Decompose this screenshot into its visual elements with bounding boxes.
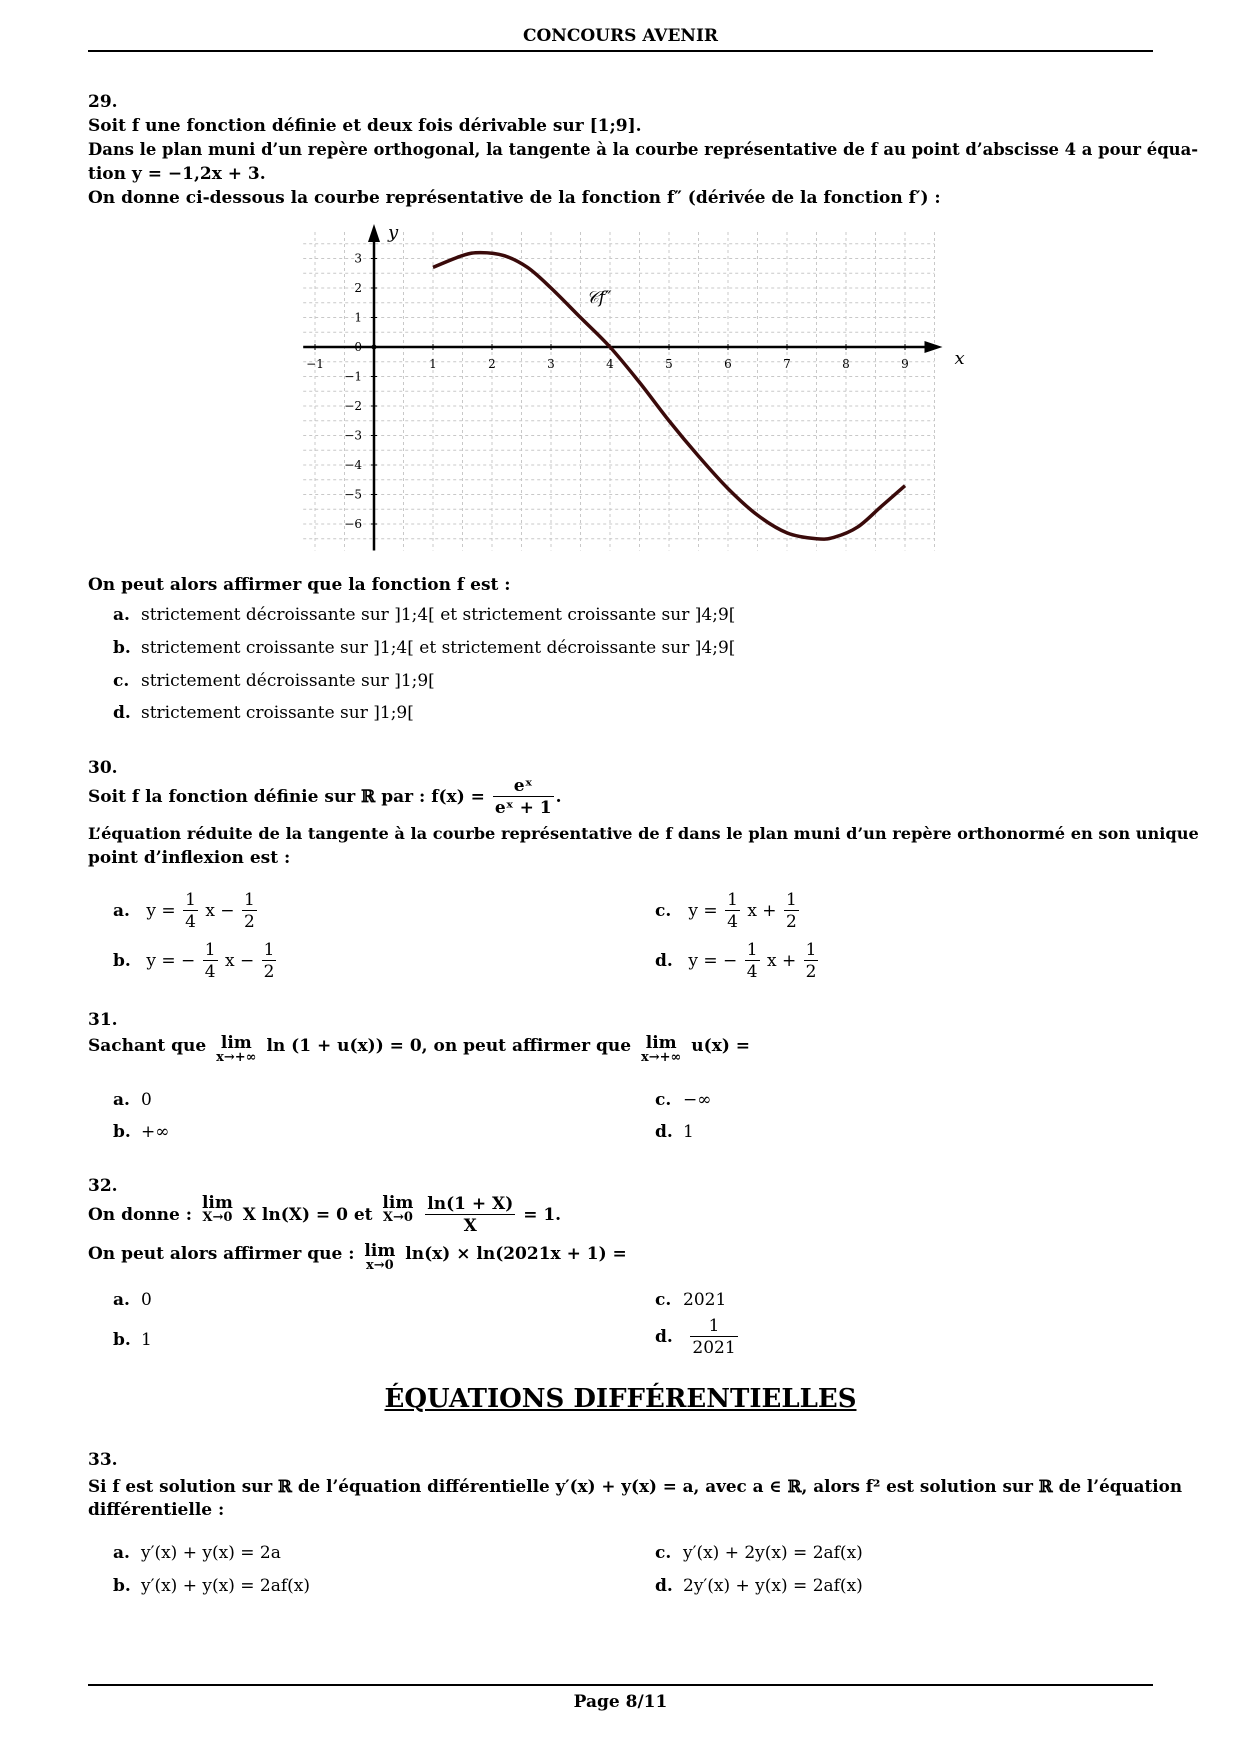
option-pre: y = − <box>146 951 196 971</box>
x-tick-label: −1 <box>306 357 324 371</box>
option-text: y′(x) + 2y(x) = 2af(x) <box>683 1543 863 1563</box>
q29-line4: On donne ci-dessous la courbe représentative de la fonction f″ (dérivée de la fonction f′) : <box>88 188 941 208</box>
y-tick-label: 3 <box>354 251 362 266</box>
limit <box>202 1194 233 1224</box>
option-text: 0 <box>141 1090 152 1110</box>
limit-subscript: X→0 <box>382 1210 413 1225</box>
fraction-numerator: 1 <box>727 890 738 910</box>
option-label: b. <box>113 638 131 658</box>
q33-line1: Si f est solution sur ℝ de l’équation différentielle y′(x) + y(x) = a, avec a ∈ ℝ, alors f² est solution sur ℝ de l’équation <box>88 1476 1183 1496</box>
y-tick-label: −4 <box>344 458 362 472</box>
q31-option-a[interactable] <box>113 1090 152 1110</box>
option-mid: x + <box>747 901 777 921</box>
fraction-numerator: 1 <box>263 940 275 960</box>
option-label: b. <box>113 1576 131 1596</box>
q30-line1 <box>88 776 1153 819</box>
section-title: ÉQUATIONS DIFFÉRENTIELLES <box>384 1384 857 1414</box>
option-label: a. <box>113 1543 130 1563</box>
q31-mid: ln (1 + u(x)) = 0, on peut affirmer que <box>266 1036 632 1056</box>
q32-l2-pre: On peut alors affirmer que : <box>88 1244 355 1264</box>
q29-option-c[interactable] <box>113 671 435 691</box>
limit-word: lim <box>645 1033 677 1053</box>
q30-line1-pre: Soit f la fonction définie sur ℝ par : f(x) = <box>88 787 485 807</box>
y-tick-label: 1 <box>354 310 362 325</box>
limit-word: lim <box>220 1033 252 1053</box>
q32-option-c[interactable] <box>655 1290 726 1310</box>
y-tick-label: −3 <box>344 428 362 443</box>
option-label: c. <box>655 1290 672 1310</box>
q32-fraction <box>425 1194 515 1237</box>
x-tick-label: 3 <box>547 357 555 371</box>
y-tick-label: −5 <box>344 487 362 502</box>
option-text: strictement décroissante sur ]1;9[ <box>141 671 435 691</box>
fraction <box>203 940 218 983</box>
fraction-denominator: X <box>463 1216 477 1236</box>
q31-option-b[interactable] <box>113 1122 169 1142</box>
option-label: c. <box>655 901 672 921</box>
limit-subscript: X→0 <box>202 1210 233 1225</box>
x-tick-label: 6 <box>724 357 732 371</box>
fraction-denominator: 2 <box>263 962 275 982</box>
fraction <box>242 890 257 933</box>
option-label: d. <box>655 1327 673 1347</box>
q30-line3: point d’inflexion est : <box>88 848 291 868</box>
limit-subscript: x→+∞ <box>216 1050 257 1065</box>
fraction-denominator: 4 <box>185 912 196 932</box>
option-label: d. <box>655 1576 673 1596</box>
fraction-denominator: 2 <box>785 912 797 932</box>
option-label: b. <box>113 1330 131 1350</box>
q31-pre: Sachant que <box>88 1036 207 1056</box>
y-tick-label: −1 <box>344 369 362 384</box>
option-text: strictement décroissante sur ]1;4[ et strictement croissante sur ]4;9[ <box>141 605 736 625</box>
option-text: −∞ <box>683 1090 712 1110</box>
option-text: 1 <box>141 1330 152 1350</box>
x-tick-label: 9 <box>901 357 909 371</box>
limit <box>641 1034 681 1064</box>
x-tick-label: 8 <box>842 357 850 371</box>
y-tick-label: −6 <box>344 517 362 531</box>
fraction-numerator: eˣ <box>493 776 554 797</box>
limit-subscript: x→0 <box>366 1258 394 1273</box>
option-mid: x − <box>224 951 255 971</box>
limit <box>382 1194 413 1224</box>
option-label: a. <box>113 1290 130 1310</box>
fraction-numerator: ln(1 + X) <box>427 1194 514 1214</box>
q29-option-d[interactable] <box>113 703 414 723</box>
q31-number: 31. <box>88 1010 118 1030</box>
q30-option-c[interactable] <box>655 890 801 933</box>
fraction-numerator: 1 <box>204 940 216 960</box>
q31-option-c[interactable] <box>655 1090 711 1110</box>
limit-subscript: x→+∞ <box>641 1050 682 1065</box>
q32-l1-pre: On donne : <box>88 1205 193 1225</box>
y-tick-label: 2 <box>354 281 362 295</box>
q29-line1: Soit f une fonction définie et deux fois dérivable sur [1;9]. <box>88 116 642 136</box>
q29-number: 29. <box>88 92 118 112</box>
q33-option-a[interactable] <box>113 1543 281 1563</box>
option-text: +∞ <box>141 1122 170 1142</box>
q32-line1 <box>88 1194 1153 1237</box>
q30-option-d[interactable] <box>655 940 820 983</box>
q29-statement <box>88 90 1198 210</box>
fraction-denominator: 2 <box>805 962 817 982</box>
footer-rule <box>88 1684 1153 1686</box>
fraction-denominator: 2 <box>243 912 255 932</box>
fraction-denominator: 4 <box>746 962 758 982</box>
fraction <box>262 940 277 983</box>
option-pre: y = − <box>688 951 738 971</box>
limit-word: lim <box>201 1193 233 1213</box>
q29-line3: tion y = −1,2x + 3. <box>88 164 266 184</box>
option-pre: y = <box>146 901 176 921</box>
option-text: strictement croissante sur ]1;4[ et strictement décroissante sur ]4;9[ <box>141 638 736 658</box>
option-text: strictement croissante sur ]1;9[ <box>141 703 414 723</box>
fraction-denominator: 2021 <box>692 1338 736 1358</box>
limit <box>216 1034 256 1064</box>
q30-option-a[interactable] <box>113 890 259 933</box>
x-axis-arrow <box>925 341 943 353</box>
fraction-numerator: 1 <box>746 940 758 960</box>
q29-option-a[interactable] <box>113 605 735 625</box>
page-footer: Page 8/11 <box>573 1692 668 1712</box>
fraction <box>725 890 740 933</box>
fraction <box>784 890 799 933</box>
q33-option-b[interactable] <box>113 1576 310 1596</box>
option-label: d. <box>655 1122 673 1142</box>
q33-line2: différentielle : <box>88 1500 225 1520</box>
q32-l1-mid: X ln(X) = 0 et <box>242 1205 373 1225</box>
fraction-numerator: 1 <box>690 1316 737 1337</box>
limit-word: lim <box>382 1193 414 1213</box>
x-tick-label: 5 <box>665 357 673 371</box>
y-tick-label: −2 <box>344 399 362 413</box>
q30-number: 30. <box>88 758 118 778</box>
option-text: y′(x) + y(x) = 2af(x) <box>141 1576 310 1596</box>
q30-option-b[interactable] <box>113 940 278 983</box>
option-label: a. <box>113 605 130 625</box>
option-label: c. <box>113 671 130 691</box>
option-mid: x − <box>205 901 235 921</box>
option-label: b. <box>113 951 131 971</box>
q30-fraction <box>493 776 554 819</box>
q32-number: 32. <box>88 1176 118 1196</box>
q31-statement <box>88 1034 1153 1064</box>
fraction-denominator: 4 <box>727 912 738 932</box>
q32-line2 <box>88 1242 1153 1272</box>
q30-line1-post: . <box>555 787 562 807</box>
q31-post: u(x) = <box>691 1036 751 1056</box>
q33-option-c[interactable] <box>655 1543 863 1563</box>
option-text: y′(x) + y(x) = 2a <box>141 1543 281 1563</box>
x-tick-label: 7 <box>783 357 791 371</box>
fraction <box>804 940 819 983</box>
q29-prompt: On peut alors affirmer que la fonction f est : <box>88 575 511 595</box>
option-label: a. <box>113 1090 130 1110</box>
fpp-curve-chart <box>300 221 965 558</box>
q32-l2-post: ln(x) × ln(2021x + 1) = <box>405 1244 627 1264</box>
limit-word: lim <box>364 1241 396 1261</box>
option-text: 2y′(x) + y(x) = 2af(x) <box>683 1576 863 1596</box>
fraction <box>745 940 760 983</box>
option-pre: y = <box>688 901 718 921</box>
fraction-numerator: 1 <box>805 940 817 960</box>
fraction-numerator: 1 <box>243 890 255 910</box>
q32-option-b[interactable] <box>113 1330 152 1350</box>
origin-label: 0 <box>354 340 362 354</box>
y-axis-label: y <box>388 221 399 243</box>
x-tick-label: 1 <box>429 357 437 371</box>
header-rule <box>88 50 1153 52</box>
option-label: b. <box>113 1122 131 1142</box>
origin-dot <box>372 345 377 350</box>
option-label: a. <box>113 901 130 921</box>
q31-option-d[interactable] <box>655 1122 694 1142</box>
option-text: 0 <box>141 1290 152 1310</box>
option-text: 2021 <box>683 1290 727 1310</box>
x-axis-label: x <box>954 348 965 369</box>
q30-line2: L’équation réduite de la tangente à la courbe représentative de f dans le plan muni d’un repère orthonormé en son unique <box>88 824 1199 843</box>
option-label: d. <box>655 951 673 971</box>
q29-line2: Dans le plan muni d’un repère orthogonal, la tangente à la courbe représentative de f au point d’abscisse 4 a pour équa- <box>88 140 1198 159</box>
fraction-numerator: 1 <box>785 890 797 910</box>
q32-option-d[interactable] <box>655 1316 740 1359</box>
fraction-numerator: 1 <box>185 890 196 910</box>
option-mid: x + <box>766 951 797 971</box>
y-axis-arrow <box>368 224 380 242</box>
curve-label: 𝒞f″ <box>586 287 612 308</box>
fraction-denominator: eˣ + 1 <box>494 798 552 818</box>
page-header: CONCOURS AVENIR <box>522 26 719 46</box>
q33-number: 33. <box>88 1450 118 1470</box>
x-tick-label: 2 <box>488 357 496 371</box>
fraction <box>183 890 198 933</box>
option-label: c. <box>655 1090 672 1110</box>
option-text: 1 <box>683 1122 694 1142</box>
fraction <box>690 1316 737 1359</box>
q32-option-a[interactable] <box>113 1290 152 1310</box>
limit <box>364 1242 395 1272</box>
x-tick-label: 4 <box>606 357 614 371</box>
q32-l1-post: = 1. <box>523 1205 562 1225</box>
option-label: c. <box>655 1543 672 1563</box>
q33-option-d[interactable] <box>655 1576 863 1596</box>
q29-option-b[interactable] <box>113 638 735 658</box>
option-label: d. <box>113 703 131 723</box>
fraction-denominator: 4 <box>204 962 216 982</box>
